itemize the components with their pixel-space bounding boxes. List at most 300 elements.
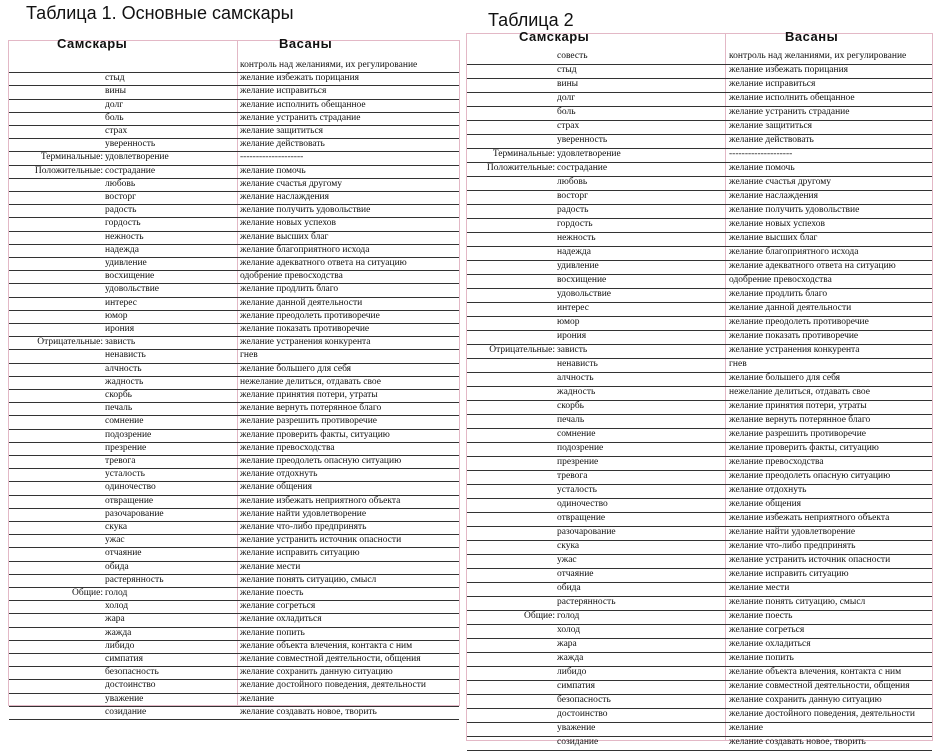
row-samskara: нежность (557, 233, 596, 243)
table-row (467, 288, 932, 303)
row-vasana: желание новых успехов (729, 219, 825, 229)
table2-caption: Таблица 2 (488, 10, 574, 30)
row-vasana: желание высших благ (729, 233, 818, 243)
row-vasana: желание исполнить обещанное (729, 93, 855, 103)
table-row (9, 693, 459, 707)
table-row (9, 706, 459, 720)
row-samskara: усталость (557, 485, 597, 495)
table1-col-vasana-header: Васаны (279, 36, 333, 51)
table-row (467, 624, 932, 639)
row-samskara: уверенность (105, 139, 156, 150)
row-samskara: одиночество (557, 499, 608, 509)
table-row (9, 442, 459, 456)
row-vasana: желание помочь (240, 165, 306, 176)
row-vasana: желание сохранить данную ситуацию (729, 695, 882, 705)
row-samskara: холод (557, 625, 581, 635)
row-samskara: жажда (557, 653, 584, 663)
table-row (9, 547, 459, 561)
row-samskara: гордость (557, 219, 593, 229)
row-samskara: совесть (557, 51, 588, 61)
table-row (9, 521, 459, 535)
table-row (9, 112, 459, 126)
row-samskara: голод (557, 611, 580, 621)
table-row (467, 162, 932, 177)
row-vasana: желание (729, 723, 763, 733)
row-samskara: зависть (105, 337, 136, 348)
row-vasana: желание преодолеть опасную ситуацию (729, 471, 891, 481)
table-row (467, 666, 932, 681)
table-row (467, 540, 932, 555)
table-row (467, 442, 932, 457)
table-row (467, 708, 932, 723)
row-samskara: усталость (105, 469, 145, 480)
row-vasana: желание наслаждения (240, 192, 329, 202)
row-vasana: желание избежать неприятного объекта (240, 495, 401, 506)
row-vasana: желание новых успехов (240, 218, 336, 229)
row-samskara: скорбь (105, 390, 133, 400)
row-vasana: -------------------- (729, 149, 793, 159)
table-row (467, 358, 932, 373)
row-vasana: желание найти удовлетворение (240, 508, 367, 519)
row-samskara: восторг (105, 192, 137, 202)
table-row (467, 386, 932, 401)
table-row (467, 610, 932, 625)
row-samskara: одиночество (105, 482, 156, 493)
table-row (9, 481, 459, 495)
row-samskara: созидание (105, 706, 147, 717)
row-samskara: удовольствие (105, 284, 160, 295)
row-vasana: желание получить удовольствие (240, 205, 371, 216)
row-samskara: симпатия (557, 681, 595, 691)
row-vasana: желание данной деятельности (240, 297, 363, 308)
row-vasana: желание поесть (240, 588, 304, 598)
table-row (467, 218, 932, 233)
table-row (9, 508, 459, 522)
row-samskara: восхищение (105, 271, 155, 282)
table-row (9, 59, 459, 73)
row-vasana: желание согреться (240, 601, 316, 612)
row-vasana: желание достойного поведения, деятельности (240, 680, 426, 691)
row-samskara: алчность (105, 363, 142, 374)
row-samskara: ненависть (557, 359, 598, 369)
row-samskara: растерянность (105, 574, 164, 585)
row-vasana: желание устранить источник опасности (729, 555, 891, 565)
row-samskara: удивление (105, 258, 147, 268)
row-vasana: желание адекватного ответа на ситуацию (729, 261, 896, 271)
table-row (467, 554, 932, 569)
row-vasana: желание попить (240, 627, 305, 638)
row-vasana: желание преодолеть противоречие (729, 317, 869, 327)
row-vasana: желание найти удовлетворение (729, 527, 856, 537)
row-vasana: желание объекта влечения, контакта с ним (240, 640, 413, 651)
table-row (467, 50, 932, 65)
table-row (9, 534, 459, 548)
row-vasana: желание проверить факты, ситуацию (729, 443, 879, 453)
table-row (467, 246, 932, 261)
row-vasana: желание совместной деятельности, общения (240, 654, 421, 664)
row-samskara: тревога (557, 471, 588, 481)
table2-col-vasana-header: Васаны (785, 29, 839, 44)
table1-col-samskara-header: Самскары (57, 36, 128, 51)
row-samskara: радость (105, 205, 137, 216)
table-row (467, 638, 932, 653)
row-samskara: разочарование (557, 527, 616, 537)
row-samskara: стыд (105, 73, 125, 84)
row-samskara: стыд (557, 65, 577, 75)
table-row (467, 414, 932, 429)
table-row (467, 274, 932, 289)
row-vasana: желание мести (729, 583, 790, 593)
row-vasana: желание избежать порицания (729, 65, 849, 75)
row-samskara: созидание (557, 737, 599, 747)
table-row (467, 526, 932, 541)
row-samskara: жадность (105, 376, 144, 387)
table-row (467, 316, 932, 331)
table-row (467, 92, 932, 107)
row-vasana: желание получить удовольствие (729, 205, 860, 215)
table-row (467, 260, 932, 275)
table-row (467, 190, 932, 205)
row-vasana: желание принятия потери, утраты (729, 401, 867, 411)
table-row (9, 85, 459, 99)
table-row (467, 302, 932, 317)
row-samskara: подозрение (105, 429, 152, 440)
row-group-label: Положительные: (34, 165, 103, 176)
row-samskara: нежность (105, 231, 144, 242)
row-samskara: отвращение (557, 513, 606, 523)
row-samskara: восхищение (557, 275, 607, 285)
row-vasana: желание принятия потери, утраты (240, 390, 378, 400)
table-row (467, 330, 932, 345)
row-vasana: желание согреться (729, 625, 805, 635)
table-row (9, 613, 459, 627)
table-row (467, 596, 932, 611)
row-samskara: юмор (105, 310, 128, 321)
table-row (9, 402, 459, 416)
table-row (9, 363, 459, 377)
table-row (467, 652, 932, 667)
row-vasana: желание разрешить противоречие (240, 416, 377, 427)
table-row (9, 627, 459, 641)
table-row (9, 561, 459, 575)
row-samskara: безопасность (105, 667, 159, 678)
table-row (467, 148, 932, 163)
row-vasana: желание исправить ситуацию (729, 569, 849, 579)
row-samskara: жадность (557, 387, 596, 397)
row-samskara: удивление (557, 261, 599, 271)
row-vasana: желание адекватного ответа на ситуацию (240, 258, 407, 268)
row-vasana: желание счастья другому (729, 177, 832, 187)
row-group-label: Терминальные: (492, 149, 555, 159)
table-row (9, 574, 459, 588)
table-row (9, 257, 459, 271)
table-row (9, 389, 459, 403)
row-samskara: интерес (557, 303, 589, 313)
table-row (467, 64, 932, 79)
table-row (9, 244, 459, 258)
row-samskara: безопасность (557, 695, 611, 705)
table-row (467, 568, 932, 583)
row-samskara: юмор (557, 317, 580, 327)
row-vasana: желание объекта влечения, контакта с ним (729, 667, 902, 677)
table-row (467, 204, 932, 219)
row-group-label: Терминальные: (40, 152, 103, 163)
table2 (466, 29, 933, 747)
table-row (467, 428, 932, 443)
row-vasana: желание защититься (240, 126, 324, 136)
row-samskara: достоинство (105, 680, 156, 691)
row-vasana: желание исправить ситуацию (240, 548, 360, 559)
row-group-label: Общие: (72, 588, 103, 598)
table-row (467, 512, 932, 527)
row-samskara: скука (557, 541, 580, 551)
row-vasana: желание счастья другому (240, 178, 343, 189)
table-row (9, 376, 459, 390)
row-vasana: -------------------- (240, 152, 304, 163)
row-samskara: долг (105, 99, 124, 110)
row-vasana: желание благоприятного исхода (240, 244, 370, 255)
table-row (467, 134, 932, 149)
row-samskara: любовь (557, 177, 588, 187)
table-row (467, 470, 932, 485)
row-vasana: желание мести (240, 561, 301, 572)
row-vasana: желание наслаждения (729, 191, 818, 201)
table-row (9, 310, 459, 324)
table-row (9, 666, 459, 680)
row-samskara: печаль (557, 415, 585, 425)
table-row (9, 429, 459, 443)
row-vasana: желание (240, 693, 274, 704)
row-samskara: удовлетворение (557, 149, 621, 159)
table-row (9, 679, 459, 693)
row-samskara: обида (105, 561, 129, 572)
row-vasana: желание понять ситуацию, смысл (240, 574, 377, 585)
row-vasana: желание исправиться (729, 79, 816, 89)
row-samskara: ирония (105, 324, 135, 334)
row-vasana: желание исправиться (240, 86, 327, 97)
table-row (467, 456, 932, 471)
row-samskara: разочарование (105, 508, 164, 519)
row-vasana: желание защититься (729, 121, 813, 131)
row-samskara: удовольствие (557, 289, 612, 299)
row-vasana: желание понять ситуацию, смысл (729, 597, 866, 607)
table2-header (467, 29, 932, 46)
table-row (9, 191, 459, 205)
row-vasana: желание что-либо предпринять (240, 522, 367, 532)
row-samskara: сомнение (557, 429, 596, 439)
row-samskara: ирония (557, 331, 587, 341)
row-samskara: презрение (105, 442, 147, 453)
row-vasana: желание достойного поведения, деятельности (729, 709, 915, 719)
table-row (9, 455, 459, 469)
row-samskara: сомнение (105, 416, 144, 427)
row-samskara: надежда (105, 244, 139, 255)
row-group-label: Отрицательные: (37, 337, 103, 348)
row-vasana: желание большего для себя (240, 363, 352, 374)
row-samskara: удовлетворение (105, 152, 169, 163)
row-samskara: вины (105, 86, 127, 97)
row-vasana: желание устранить страдание (729, 107, 850, 117)
row-vasana: желание продлить благо (729, 289, 828, 299)
row-samskara: восторг (557, 191, 589, 201)
row-vasana: одобрение превосходства (729, 275, 832, 285)
row-vasana: желание показать противоречие (240, 324, 370, 334)
table-row (9, 415, 459, 429)
row-vasana: желание преодолеть опасную ситуацию (240, 456, 402, 466)
row-samskara: уважение (105, 693, 144, 704)
row-vasana: желание помочь (729, 163, 795, 173)
table-row (467, 120, 932, 135)
table-row (467, 484, 932, 499)
row-samskara: отчаяние (557, 569, 594, 579)
row-vasana: гнев (240, 350, 258, 361)
row-samskara: тревога (105, 456, 136, 466)
row-samskara: сострадание (557, 163, 608, 173)
row-samskara: вины (557, 79, 579, 89)
row-vasana: одобрение превосходства (240, 271, 343, 282)
row-vasana: желание создавать новое, творить (729, 737, 866, 747)
table-row (9, 72, 459, 86)
table-row (9, 587, 459, 601)
row-vasana: желание превосходства (729, 457, 824, 467)
row-samskara: страх (105, 126, 128, 136)
row-samskara: ненависть (105, 350, 146, 361)
table-row (9, 323, 459, 337)
row-vasana: желание вернуть потерянное благо (240, 403, 382, 414)
row-samskara: симпатия (105, 654, 143, 664)
table-row (9, 468, 459, 482)
table-row (467, 694, 932, 709)
table-row (467, 722, 932, 737)
table-row (467, 106, 932, 121)
table1-header (9, 36, 459, 53)
row-group-label: Общие: (524, 611, 555, 621)
row-vasana: гнев (729, 359, 747, 369)
row-vasana: нежелание делиться, отдавать свое (729, 387, 870, 397)
row-vasana: желание сохранить данную ситуацию (240, 667, 393, 678)
row-vasana: желание данной деятельности (729, 303, 852, 313)
table-row (9, 349, 459, 363)
table1-caption: Таблица 1. Основные самскары (26, 3, 294, 23)
table-row (9, 640, 459, 654)
row-samskara: жара (105, 614, 125, 625)
row-vasana: желание устранения конкурента (240, 337, 371, 348)
row-vasana: желание совместной деятельности, общения (729, 681, 910, 691)
row-vasana: желание превосходства (240, 442, 335, 453)
row-vasana: желание исполнить обещанное (240, 99, 366, 110)
row-samskara: сострадание (105, 165, 156, 176)
row-samskara: обида (557, 583, 581, 593)
table-row (9, 653, 459, 667)
row-vasana: желание проверить факты, ситуацию (240, 429, 390, 440)
table-row (9, 217, 459, 231)
row-samskara: радость (557, 205, 589, 215)
row-samskara: скука (105, 522, 128, 532)
row-samskara: ужас (105, 535, 125, 546)
table-row (467, 78, 932, 93)
row-vasana: желание разрешить противоречие (729, 429, 866, 439)
table-row (467, 400, 932, 415)
row-vasana: желание преодолеть противоречие (240, 310, 380, 321)
table-row (9, 99, 459, 113)
row-samskara: жажда (105, 627, 132, 638)
table-row (9, 125, 459, 139)
row-vasana: желание действовать (240, 139, 325, 150)
row-samskara: растерянность (557, 597, 616, 607)
row-samskara: любовь (105, 178, 136, 189)
row-vasana: желание общения (729, 499, 802, 509)
row-vasana: желание что-либо предпринять (729, 541, 856, 551)
row-vasana: желание устранить источник опасности (240, 535, 402, 546)
row-vasana: желание устранить страдание (240, 112, 361, 123)
row-vasana: желание избежать неприятного объекта (729, 513, 890, 523)
table-row (9, 336, 459, 350)
row-vasana: желание охладиться (240, 614, 322, 625)
row-samskara: ужас (557, 555, 577, 565)
row-samskara: страх (557, 121, 580, 131)
row-samskara: жара (557, 639, 577, 649)
row-samskara: достоинство (557, 709, 608, 719)
row-group-label: Положительные: (486, 163, 555, 173)
row-samskara: боль (105, 112, 124, 123)
table-row (9, 231, 459, 245)
row-samskara: уверенность (557, 135, 608, 145)
row-samskara: долг (557, 93, 576, 103)
table-row (9, 151, 459, 165)
row-vasana: нежелание делиться, отдавать свое (240, 376, 381, 387)
table-row (467, 498, 932, 513)
table-row (467, 372, 932, 387)
row-vasana: желание общения (240, 482, 313, 493)
table1 (8, 36, 460, 717)
row-samskara: гордость (105, 218, 141, 229)
table-row (467, 232, 932, 247)
row-samskara: подозрение (557, 443, 604, 453)
row-vasana: желание избежать порицания (240, 73, 360, 84)
row-samskara: уважение (557, 723, 596, 733)
row-samskara: либидо (105, 640, 135, 651)
row-samskara: презрение (557, 457, 599, 467)
table-row (9, 495, 459, 509)
table-row (9, 600, 459, 614)
row-samskara: интерес (105, 297, 137, 308)
table2-col-samskara-header: Самскары (519, 29, 590, 44)
row-vasana: желание показать противоречие (729, 331, 859, 341)
row-samskara: отчаяние (105, 548, 142, 559)
table-row (9, 270, 459, 284)
row-samskara: боль (557, 107, 576, 117)
row-vasana: желание создавать новое, творить (240, 706, 377, 717)
table-row (9, 204, 459, 218)
row-vasana: желание охладиться (729, 639, 811, 649)
row-vasana: контроль над желаниями, их регулирование (240, 60, 418, 70)
row-samskara: либидо (557, 667, 587, 677)
row-vasana: желание высших благ (240, 231, 329, 242)
row-vasana: желание благоприятного исхода (729, 247, 859, 257)
row-samskara: холод (105, 601, 129, 612)
table-row (467, 176, 932, 191)
row-samskara: печаль (105, 403, 133, 414)
row-samskara: надежда (557, 247, 591, 257)
table-row (467, 680, 932, 695)
row-vasana: желание отдохнуть (729, 485, 807, 495)
table-row (9, 297, 459, 311)
table-row (467, 582, 932, 597)
row-vasana: желание большего для себя (729, 373, 841, 383)
row-vasana: желание продлить благо (240, 284, 339, 295)
row-vasana: желание отдохнуть (240, 469, 318, 480)
row-samskara: алчность (557, 373, 594, 383)
